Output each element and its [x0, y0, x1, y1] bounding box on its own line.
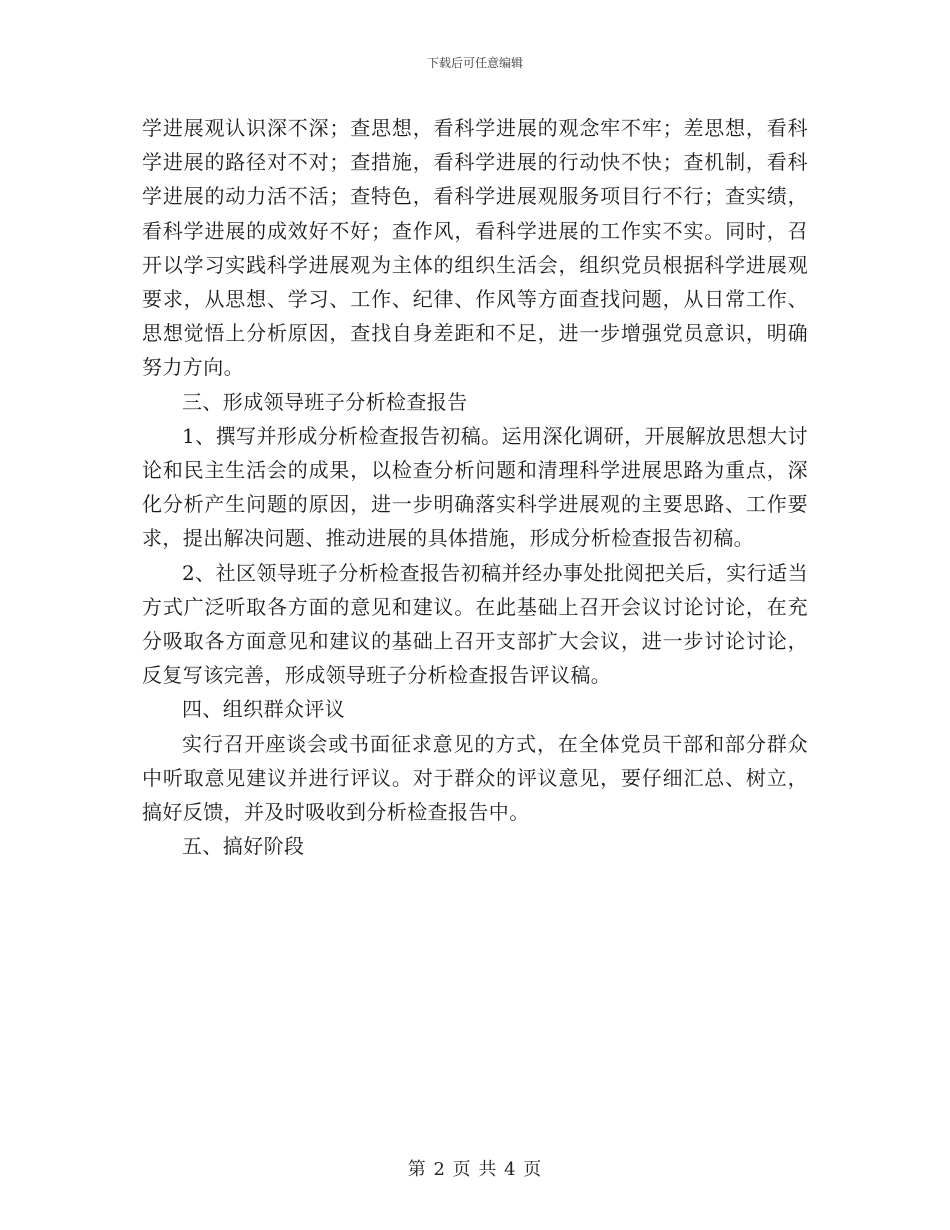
paragraph: 2、社区领导班子分析检查报告初稿并经办事处批阅把关后，实行适当方式广泛听取各方面的意见和建议。在此基础上召开会议讨论讨论，在充分吸取各方面意见和建议的基础上召开支部扩大会议，进一步讨论讨论，反复写该完善，形成领导班子分析检查报告评议稿。: [142, 560, 808, 688]
section-heading: 三、形成领导班子分析检查报告: [182, 389, 468, 414]
page-header: 下载后可任意编辑: [426, 56, 523, 70]
page-footer: 第 2 页 共 4 页: [407, 1159, 543, 1180]
paragraph: 实行召开座谈会或书面征求意见的方式，在全体党员干部和部分群众中听取意见建议并进行评议。对于群众的评议意见，要仔细汇总、树立，搞好反馈，并及时吸收到分析检查报告中。: [142, 731, 808, 825]
paragraph: 1、撰写并形成分析检查报告初稿。运用深化调研，开展解放思想大讨论和民主生活会的成果，以检查分析问题和清理科学进展思路为重点，深化分析产生问题的原因，进一步明确落实科学进展观的主要思路、工作要求，提出解决问题、推动进展的具体措施，形成分析检查报告初稿。: [142, 423, 808, 551]
body-text: [142, 111, 808, 863]
section-heading: 五、搞好阶段: [182, 834, 305, 859]
paragraph: 学进展观认识深不深；查思想，看科学进展的观念牢不牢；差思想，看科学进展的路径对不对；查措施，看科学进展的行动快不快；查机制，看科学进展的动力活不活；查特色，看科学进展观服务项目行不行；查实绩，看科学进展的成效好不好；查作风，看科学进展的工作实不实。同时，召开以学习实践科学进展观为主体的组织生活会，组织党员根据科学进展观要求，从思想、学习、工作、纪律、作风等方面查找问题，从日常工作、思想觉悟上分析原因，查找自身差距和不足，进一步增强党员意识，明确努力方向。: [142, 116, 808, 380]
section-heading: 四、组织群众评议: [182, 697, 346, 722]
